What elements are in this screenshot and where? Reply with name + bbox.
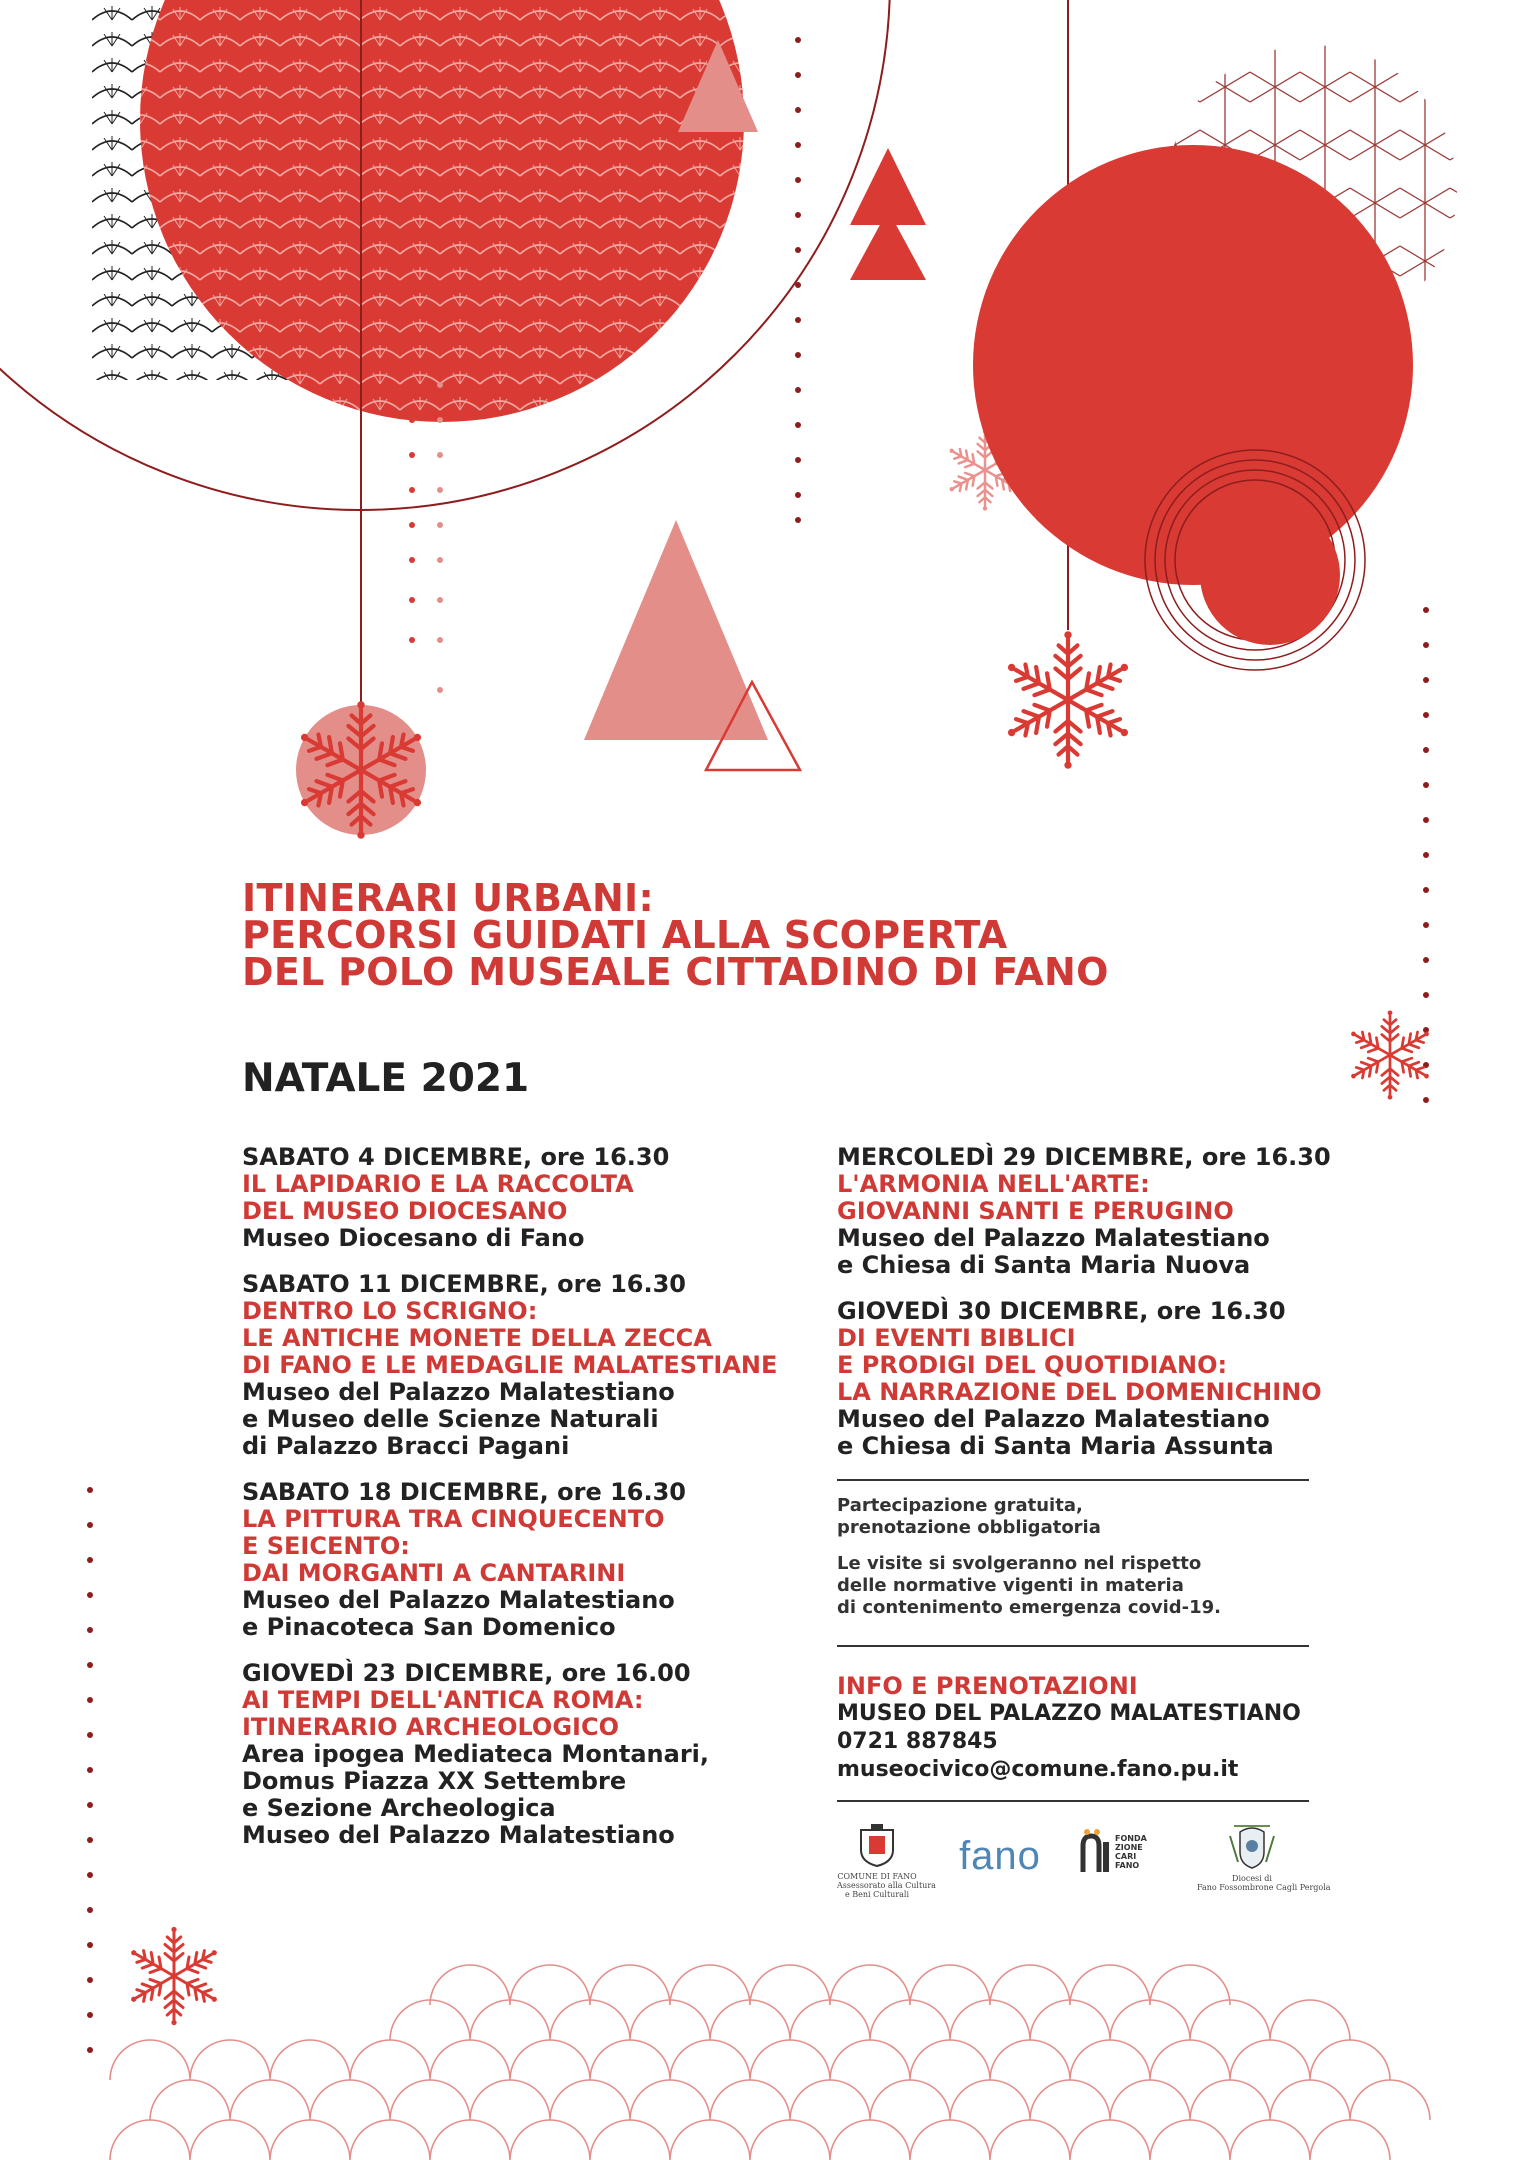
participation-note: Partecipazione gratuita, prenotazione obbligatoria bbox=[837, 1495, 1101, 1538]
divider bbox=[837, 1800, 1309, 1802]
event-date: SABATO 18 DICEMBRE, ore 16.30 bbox=[242, 1478, 686, 1506]
season-heading: NATALE 2021 bbox=[242, 1056, 530, 1101]
triangle-ornament bbox=[584, 520, 768, 740]
event-item bbox=[242, 1660, 802, 1849]
event-venue: Museo Diocesano di Fano bbox=[242, 1224, 585, 1252]
event-venue: Museo del Palazzo Malatestiano e Chiesa di Santa Maria Assunta bbox=[837, 1405, 1274, 1460]
event-title: L'ARMONIA NELL'ARTE: GIOVANNI SANTI E PERUGINO bbox=[837, 1170, 1234, 1225]
event-item bbox=[837, 1143, 1331, 1279]
event-item bbox=[242, 1271, 802, 1460]
title-line: PERCORSI GUIDATI ALLA SCOPERTA bbox=[242, 913, 1008, 957]
event-venue: Area ipogea Mediateca Montanari, Domus Piazza XX Settembre e Sezione Archeologica Museo del Palazzo Malatestiano bbox=[242, 1740, 710, 1849]
info-venue: MUSEO DEL PALAZZO MALATESTIANO bbox=[837, 1701, 1301, 1726]
event-title: DI EVENTI BIBLICI E PRODIGI DEL QUOTIDIANO: LA NARRAZIONE DEL DOMENICHINO bbox=[837, 1324, 1322, 1406]
poster-title bbox=[242, 876, 1109, 994]
event-date: GIOVEDÌ 23 DICEMBRE, ore 16.00 bbox=[242, 1659, 691, 1687]
event-venue: Museo del Palazzo Malatestiano e Museo delle Scienze Naturali di Palazzo Bracci Pagani bbox=[242, 1378, 675, 1460]
divider bbox=[837, 1479, 1309, 1481]
event-date: GIOVEDÌ 30 DICEMBRE, ore 16.30 bbox=[837, 1297, 1286, 1325]
sponsor-logos: COMUNE DI FANO Assessorato alla Cultura e Beni Culturali fano FONDA ZIONE CARI FANO Diocesi di Fano Fossombrone Cagli Pergola bbox=[837, 1822, 1309, 1902]
diocese-emblem-icon bbox=[1224, 1822, 1280, 1870]
event-title: DENTRO LO SCRIGNO: LE ANTICHE MONETE DELLA ZECCA DI FANO E LE MEDAGLIE MALATESTIANE bbox=[242, 1297, 778, 1379]
event-date: MERCOLEDÌ 29 DICEMBRE, ore 16.30 bbox=[837, 1143, 1331, 1171]
event-venue: Museo del Palazzo Malatestiano e Pinacoteca San Domenico bbox=[242, 1586, 675, 1641]
covid-note: Le visite si svolgeranno nel rispetto delle normative vigenti in materia di contenimento emergenza covid-19. bbox=[837, 1553, 1222, 1618]
fondazione-mark-icon bbox=[1079, 1828, 1113, 1874]
divider bbox=[837, 1645, 1309, 1647]
logo-comune-di-fano: COMUNE DI FANO Assessorato alla Cultura e Beni Culturali bbox=[837, 1822, 917, 1899]
title-line: ITINERARI URBANI: bbox=[242, 876, 654, 920]
events-left-column bbox=[242, 1144, 802, 1868]
event-title: AI TEMPI DELL'ANTICA ROMA: ITINERARIO ARCHEOLOGICO bbox=[242, 1686, 644, 1741]
info-email[interactable]: museocivico@comune.fano.pu.it bbox=[837, 1757, 1239, 1782]
event-venue: Museo del Palazzo Malatestiano e Chiesa di Santa Maria Nuova bbox=[837, 1224, 1270, 1279]
coat-of-arms-icon bbox=[857, 1822, 897, 1868]
logo-diocesi: Diocesi di Fano Fossombrone Cagli Pergola bbox=[1197, 1822, 1307, 1892]
event-date: SABATO 4 DICEMBRE, ore 16.30 bbox=[242, 1143, 670, 1171]
event-title: IL LAPIDARIO E LA RACCOLTA DEL MUSEO DIOCESANO bbox=[242, 1170, 634, 1225]
event-item bbox=[837, 1297, 1322, 1460]
info-block bbox=[837, 1672, 1301, 1784]
logo-fano: fano bbox=[959, 1834, 1041, 1878]
info-heading: INFO E PRENOTAZIONI bbox=[837, 1672, 1138, 1700]
title-line: DEL POLO MUSEALE CITTADINO DI FANO bbox=[242, 950, 1109, 994]
info-phone[interactable]: 0721 887845 bbox=[837, 1729, 998, 1754]
event-title: LA PITTURA TRA CINQUECENTO E SEICENTO: DAI MORGANTI A CANTARINI bbox=[242, 1505, 665, 1587]
events-right-column bbox=[837, 1143, 1331, 1479]
event-item bbox=[242, 1144, 802, 1252]
event-item bbox=[242, 1479, 802, 1641]
event-date: SABATO 11 DICEMBRE, ore 16.30 bbox=[242, 1270, 686, 1298]
